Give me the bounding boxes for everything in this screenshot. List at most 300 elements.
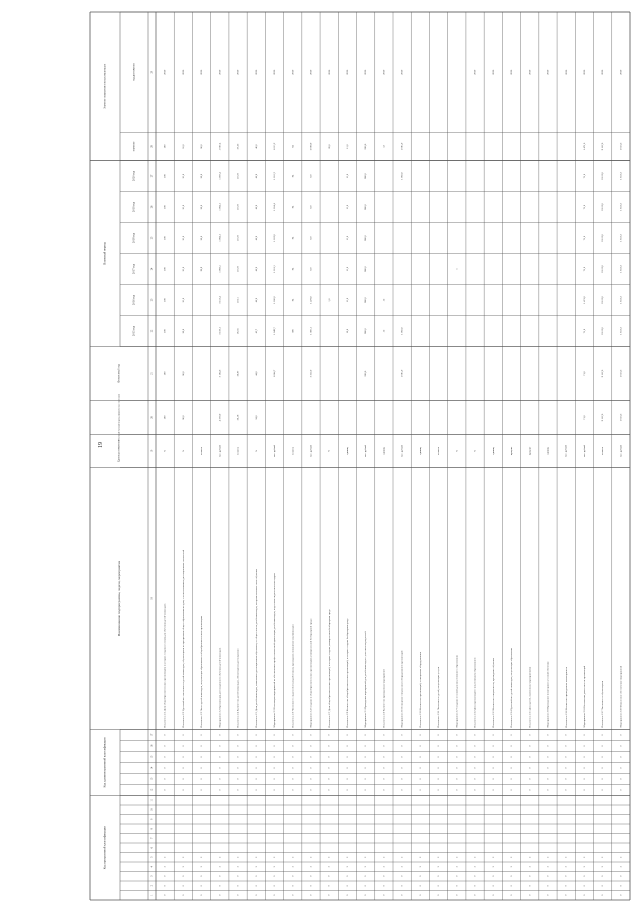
- code-cell: 2: [510, 856, 514, 858]
- code-cell: 2: [291, 856, 295, 858]
- code-cell: 0: [564, 875, 568, 877]
- row-year-value: 800,0: [364, 328, 368, 334]
- row-fin: 800,0: [364, 370, 368, 377]
- admin-cell: 0: [382, 745, 386, 747]
- admin-cell: 0: [218, 767, 222, 769]
- admin-cell: 0: [418, 745, 422, 747]
- row-fin: 1 085,0: [400, 369, 404, 378]
- admin-cell: 0: [200, 789, 204, 791]
- code-cell: 2: [364, 866, 368, 868]
- row-year-value: 8 112,0: [601, 203, 605, 211]
- row-target-value: 90,0: [200, 144, 204, 149]
- admin-cell: 0: [273, 778, 277, 780]
- row-year-value: 8 112,0: [601, 296, 605, 304]
- row-year-value: 5 084,1: [218, 234, 222, 242]
- row-year-value: 100: [163, 298, 167, 302]
- admin-cell: 0: [437, 734, 441, 736]
- code-cell: 2: [345, 856, 349, 858]
- row-year-value: 90,0: [200, 204, 204, 210]
- admin-cell: 0: [510, 756, 514, 758]
- code-cell: 0: [564, 894, 568, 896]
- row-target-value: 100: [163, 144, 167, 149]
- admin-cell: 0: [254, 778, 258, 780]
- row-name: Показатель 2.11 Численность детей, получающих услуги: [437, 666, 441, 728]
- code-cell: 2: [309, 856, 313, 858]
- header-name: Наименование подпрограммы, задачи, мероприятия: [116, 560, 121, 637]
- code-cell: 0: [273, 885, 277, 887]
- admin-cell: 0: [327, 789, 331, 791]
- admin-cell: 0: [345, 778, 349, 780]
- code-cell: 0: [309, 885, 313, 887]
- row-target-value: 95,0: [181, 144, 185, 149]
- admin-cell: 0: [236, 745, 240, 747]
- admin-cell: 0: [400, 767, 404, 769]
- admin-cell: 0: [345, 745, 349, 747]
- row-name: Мероприятие 2.5 Проведение мероприятий для детей-инвалидов с участием их родителей: [364, 631, 368, 728]
- row-target-year: 2020: [400, 69, 404, 75]
- row-year-value: 1 052,0: [273, 234, 277, 242]
- code-cell: 0: [418, 894, 422, 896]
- admin-cell: 0: [327, 778, 331, 780]
- admin-cell: 0: [546, 756, 550, 758]
- header-year: 2018 год: [132, 232, 136, 244]
- row-target-year: 2020: [254, 69, 258, 75]
- admin-cell: 0: [327, 767, 331, 769]
- column-number: 20: [150, 416, 154, 419]
- row-year-value: 1 048,7: [273, 327, 277, 335]
- code-cell: 2: [200, 856, 204, 858]
- row-name: Показатель 2.15 Доля детей, охваченных мероприятиями: [528, 666, 532, 728]
- admin-cell: 0: [437, 745, 441, 747]
- code-cell: 2: [364, 856, 368, 858]
- code-cell: 0: [163, 885, 167, 887]
- row-fin: 90,0: [181, 371, 185, 376]
- code-cell: 2: [528, 866, 532, 868]
- row-target-year: 2020: [309, 69, 313, 75]
- row-year-value: 3 118,1: [218, 327, 222, 335]
- row-target-year: 2020: [346, 69, 350, 75]
- admin-cell: 0: [601, 734, 605, 736]
- row-year-value: 71,0: [583, 173, 587, 179]
- row-target-year: 2020: [200, 69, 204, 75]
- code-cell: 0: [601, 894, 605, 896]
- row-year-value: 1 085,0: [400, 327, 404, 335]
- row-year-value: 1 613,3: [619, 265, 623, 273]
- row-target-year: 2020: [181, 69, 185, 75]
- row-year-value: 8 112,0: [601, 172, 605, 180]
- row-year-value: 100: [163, 329, 167, 333]
- row-name: Мероприятие 2.7 Создание условий для инклюзивного образования: [455, 655, 459, 728]
- code-cell: 0: [345, 885, 349, 887]
- admin-cell: 0: [236, 767, 240, 769]
- admin-cell: 0: [491, 778, 495, 780]
- header-target: Значение показателя в конце реализации: [103, 63, 107, 109]
- admin-cell: 0: [309, 778, 313, 780]
- row-year-value: 27,15: [236, 297, 240, 303]
- code-cell: 2: [437, 866, 441, 868]
- admin-cell: 0: [400, 745, 404, 747]
- code-cell: 0: [437, 875, 441, 877]
- code-cell: 0: [528, 885, 532, 887]
- row-target-year: 2020: [291, 69, 295, 75]
- row-year-value: 5 083,5: [218, 265, 222, 273]
- code-cell: 0: [619, 885, 623, 887]
- code-cell: 0: [364, 894, 368, 896]
- row-unit: тыс. рублей: [273, 445, 277, 457]
- admin-cell: 0: [364, 767, 368, 769]
- row-year-value: 8 112,0: [601, 327, 605, 335]
- admin-cell: 0: [181, 778, 185, 780]
- row-year-value: 1 054,4: [273, 203, 277, 211]
- row-unit: человек: [200, 447, 204, 455]
- admin-cell: 0: [510, 745, 514, 747]
- row-year-value: 71,0: [583, 235, 587, 241]
- page-number: 19: [98, 442, 104, 448]
- row-year-value: 95,0: [181, 297, 185, 303]
- row-year-value: 1 471,0: [583, 296, 587, 304]
- row-unit: тыс. рублей: [309, 445, 313, 457]
- admin-cell: 0: [200, 734, 204, 736]
- admin-cell: 0: [564, 767, 568, 769]
- code-cell: 0: [400, 875, 404, 877]
- admin-cell: 0: [455, 756, 459, 758]
- row-year-value: 84: [291, 298, 295, 302]
- row-year-value: 100: [163, 267, 167, 271]
- row-target-value: 1 471,0: [583, 142, 587, 151]
- admin-cell: 0: [345, 734, 349, 736]
- row-unit: тыс. рублей: [619, 445, 623, 457]
- row-fin: 1 613,3: [619, 369, 623, 378]
- column-number: 13: [150, 777, 154, 781]
- admin-cell: 0: [400, 734, 404, 736]
- row-unit: %: [181, 450, 185, 452]
- code-cell: 0: [510, 875, 514, 877]
- row-year-value: 100: [163, 174, 167, 178]
- admin-cell: 0: [619, 789, 623, 791]
- admin-cell: 0: [309, 756, 313, 758]
- column-number: 26: [150, 205, 154, 209]
- admin-cell: 0: [473, 745, 477, 747]
- row-year-value: 84: [291, 236, 295, 240]
- code-cell: 0: [163, 894, 167, 896]
- code-cell: 0: [327, 894, 331, 896]
- row-target-value: 8 112,0: [601, 142, 605, 151]
- row-name: Показатель 2.5 Доля детей-инвалидов, охваченных дистанционным обучением, от общего числа детей-инвалидов, которым показано такое обучение: [254, 568, 258, 728]
- row-fin: 26,87: [236, 370, 240, 377]
- column-number: 1: [150, 894, 154, 896]
- code-cell: 2: [400, 856, 404, 858]
- header-unit: Единица измерения: [117, 440, 121, 462]
- admin-cell: 0: [163, 767, 167, 769]
- admin-cell: 0: [455, 734, 459, 736]
- code-cell: 2: [273, 856, 277, 858]
- header-year: 2015 год: [132, 325, 136, 337]
- admin-cell: 0: [400, 789, 404, 791]
- admin-cell: 0: [528, 734, 532, 736]
- code-cell: 2: [582, 856, 586, 858]
- row-name: Мероприятие 2.2 Организация дистанционного обучения детей-инвалидов: [218, 647, 222, 728]
- code-cell: 2: [473, 856, 477, 858]
- code-cell: 0: [254, 894, 258, 896]
- code-cell: 0: [327, 875, 331, 877]
- code-cell: 2: [218, 856, 222, 858]
- column-number: 24: [150, 267, 154, 271]
- admin-cell: 0: [254, 734, 258, 736]
- code-cell: 2: [291, 866, 295, 868]
- row-year-value: 71,0: [583, 204, 587, 210]
- column-number: 5: [150, 856, 154, 858]
- row-year-value: 95,0: [181, 235, 185, 241]
- code-cell: 0: [291, 885, 295, 887]
- admin-cell: 0: [619, 745, 623, 747]
- admin-cell: 0: [619, 767, 623, 769]
- code-cell: 2: [236, 866, 240, 868]
- admin-cell: 0: [491, 734, 495, 736]
- admin-cell: 0: [528, 756, 532, 758]
- row-name: Показатель 2.8 Количество общеобразовательных организаций, в которых создана безбарьерная среда: [346, 618, 350, 728]
- admin-cell: 0: [582, 734, 586, 736]
- code-cell: 2: [619, 866, 623, 868]
- code-cell: 0: [364, 875, 368, 877]
- row-year-value: 800,0: [364, 235, 368, 241]
- code-cell: 0: [400, 885, 404, 887]
- column-number: 19: [150, 449, 154, 453]
- row-year-value: 0,0: [309, 174, 313, 178]
- column-number: 11: [150, 799, 154, 802]
- row-target-value: 52: [382, 145, 386, 148]
- row-target-value: 800,0: [364, 143, 368, 150]
- header-year: 2017 год: [132, 263, 136, 275]
- admin-cell: 0: [437, 767, 441, 769]
- code-cell: 0: [218, 894, 222, 896]
- code-cell: 0: [382, 875, 386, 877]
- admin-cell: 0: [510, 767, 514, 769]
- admin-cell: 0: [200, 778, 204, 780]
- admin-cell: 0: [510, 778, 514, 780]
- row-year-value: 52: [382, 329, 386, 333]
- code-cell: 2: [528, 856, 532, 858]
- code-cell: 0: [473, 875, 477, 877]
- row-unit: %: [473, 450, 477, 452]
- row-year-value: 95,0: [181, 204, 185, 210]
- row-target-year: 2020: [327, 69, 331, 75]
- row-year-value: 52: [382, 298, 386, 302]
- code-cell: 0: [236, 894, 240, 896]
- row-year-value: 46,0: [254, 204, 258, 210]
- admin-cell: 0: [564, 778, 568, 780]
- row-target-year: 2020: [510, 69, 514, 75]
- admin-cell: 0: [273, 789, 277, 791]
- row-year-value: 1 613,3: [619, 327, 623, 335]
- code-cell: 0: [236, 885, 240, 887]
- row-year-value: 100: [163, 205, 167, 209]
- row-target-value: 5 097,4: [218, 142, 222, 151]
- column-number: 18: [150, 597, 154, 600]
- column-number: 6: [150, 847, 154, 849]
- row-unit: человек: [236, 447, 240, 455]
- admin-cell: 0: [582, 745, 586, 747]
- code-cell: 0: [601, 885, 605, 887]
- row-year-value: 15,0: [346, 297, 350, 303]
- row-year-value: 5 084,1: [218, 203, 222, 211]
- row-unit: процент: [528, 446, 532, 456]
- admin-cell: 0: [546, 745, 550, 747]
- code-cell: 0: [491, 875, 495, 877]
- admin-cell: 0: [327, 745, 331, 747]
- header-target-value: значение: [132, 141, 136, 152]
- column-number: 10: [150, 808, 154, 812]
- row-year-value: 15,0: [346, 204, 350, 210]
- row-target-value: 20,0: [327, 144, 331, 149]
- admin-cell: 0: [491, 745, 495, 747]
- admin-cell: 0: [218, 789, 222, 791]
- column-number: 21: [150, 372, 154, 375]
- admin-cell: 0: [619, 734, 623, 736]
- code-cell: 0: [163, 875, 167, 877]
- column-number: 27: [150, 174, 154, 178]
- code-cell: 2: [510, 866, 514, 868]
- row-unit: %: [455, 450, 459, 452]
- admin-cell: 0: [473, 778, 477, 780]
- admin-cell: 0: [364, 734, 368, 736]
- row-year-value: 90,0: [181, 328, 185, 334]
- row-base: 4 370,9: [218, 413, 222, 422]
- admin-cell: 0: [528, 767, 532, 769]
- admin-cell: 0: [400, 778, 404, 780]
- admin-cell: 0: [601, 745, 605, 747]
- admin-cell: 0: [382, 778, 386, 780]
- header-admin-group: Код административной классификации: [102, 737, 107, 788]
- row-name: Показатель 2.7 Доля общеобразовательных организаций, в которых создана универсальная безбарьерная среда: [327, 609, 331, 728]
- row-year-value: 15,0: [346, 266, 350, 272]
- row-year-value: 800,0: [364, 266, 368, 272]
- admin-cell: 0: [473, 767, 477, 769]
- row-fin: 8 112,0: [601, 369, 605, 378]
- row-name: Показатель 2.3 Число детей-инвалидов, получающих образование в общеобразовательных организациях: [200, 615, 204, 728]
- admin-cell: 0: [236, 734, 240, 736]
- admin-cell: 0: [163, 756, 167, 758]
- code-cell: 0: [382, 894, 386, 896]
- row-year-value: 100: [163, 236, 167, 240]
- admin-cell: 0: [510, 734, 514, 736]
- admin-cell: 0: [327, 756, 331, 758]
- row-year-value: 5,0: [327, 298, 331, 302]
- row-target-year: 2020: [163, 69, 167, 75]
- admin-cell: 0: [273, 734, 277, 736]
- admin-cell: 0: [327, 734, 331, 736]
- admin-cell: 0: [218, 745, 222, 747]
- code-cell: 2: [218, 866, 222, 868]
- admin-cell: 0: [455, 778, 459, 780]
- header-target-year: год достижения: [132, 63, 136, 81]
- admin-cell: 0: [564, 734, 568, 736]
- row-unit: человек: [291, 447, 295, 455]
- row-unit: единиц: [491, 447, 495, 455]
- column-number: 16: [150, 744, 154, 748]
- row-target-year: 2020: [601, 69, 605, 75]
- code-cell: 0: [510, 885, 514, 887]
- admin-cell: 0: [491, 767, 495, 769]
- row-name: Показатель 2.4 Количество детей-инвалидов, обучающихся дистанционно: [236, 648, 240, 728]
- admin-cell: 0: [273, 745, 277, 747]
- column-number: 7: [150, 837, 154, 839]
- row-year-value: 1 366,1: [309, 327, 313, 335]
- code-cell: 2: [473, 866, 477, 868]
- admin-cell: 0: [163, 734, 167, 736]
- row-target-value: 1 085,0: [400, 142, 404, 151]
- row-base: 90,0: [181, 415, 185, 420]
- code-cell: 0: [546, 885, 550, 887]
- code-cell: 0: [291, 875, 295, 877]
- code-cell: 2: [382, 866, 386, 868]
- admin-cell: 0: [546, 734, 550, 736]
- row-year-value: 0,0: [309, 205, 313, 209]
- row-fin: 1 044,7: [273, 369, 277, 378]
- header-year: 2016 год: [132, 294, 136, 306]
- column-number: 22: [150, 329, 154, 333]
- row-year-value: 1: [455, 268, 459, 270]
- row-target-value: 84: [291, 145, 295, 148]
- column-number: 28: [150, 145, 154, 148]
- admin-cell: 0: [236, 778, 240, 780]
- code-cell: 2: [327, 866, 331, 868]
- column-number: 23: [150, 298, 154, 302]
- code-cell: 0: [236, 875, 240, 877]
- row-unit: тыс. рублей: [582, 445, 586, 457]
- row-target-year: 2020: [491, 69, 495, 75]
- code-cell: 0: [455, 894, 459, 896]
- row-year-value: 27,23: [236, 173, 240, 179]
- admin-cell: 0: [619, 756, 623, 758]
- row-base: 26,58: [236, 414, 240, 421]
- row-year-value: 46,0: [254, 266, 258, 272]
- row-year-value: 800,0: [364, 173, 368, 179]
- row-unit: человек: [601, 447, 605, 455]
- code-cell: 0: [564, 885, 568, 887]
- header-year: 2020 год: [132, 170, 136, 182]
- admin-cell: 0: [510, 789, 514, 791]
- code-cell: 0: [254, 875, 258, 877]
- admin-cell: 0: [291, 756, 295, 758]
- row-unit: %: [163, 450, 167, 452]
- row-name: Мероприятие 2.10 Финансовое обеспечение мероприятий: [619, 665, 623, 728]
- code-cell: 2: [418, 866, 422, 868]
- row-unit: тыс. рублей: [218, 445, 222, 457]
- admin-cell: 0: [254, 745, 258, 747]
- header-base: Отчетный базовый период (фактическое значение): [118, 393, 121, 442]
- code-cell: 0: [200, 894, 204, 896]
- admin-cell: 0: [564, 745, 568, 747]
- admin-cell: 0: [601, 767, 605, 769]
- admin-cell: 0: [181, 734, 185, 736]
- row-year-value: 43,7: [254, 328, 258, 334]
- row-year-value: 27,23: [236, 235, 240, 241]
- code-cell: 2: [619, 856, 623, 858]
- admin-cell: 0: [291, 789, 295, 791]
- admin-cell: 0: [254, 767, 258, 769]
- code-cell: 2: [418, 856, 422, 858]
- admin-cell: 0: [418, 734, 422, 736]
- admin-cell: 0: [473, 789, 477, 791]
- row-target-value: 15,0: [346, 144, 350, 149]
- admin-cell: 0: [491, 789, 495, 791]
- row-year-value: 1 051,5: [273, 265, 277, 273]
- admin-cell: 0: [382, 789, 386, 791]
- row-year-value: 90,0: [200, 173, 204, 179]
- row-year-value: 89,8: [200, 266, 204, 272]
- admin-cell: 0: [218, 778, 222, 780]
- row-year-value: 0,0: [309, 267, 313, 271]
